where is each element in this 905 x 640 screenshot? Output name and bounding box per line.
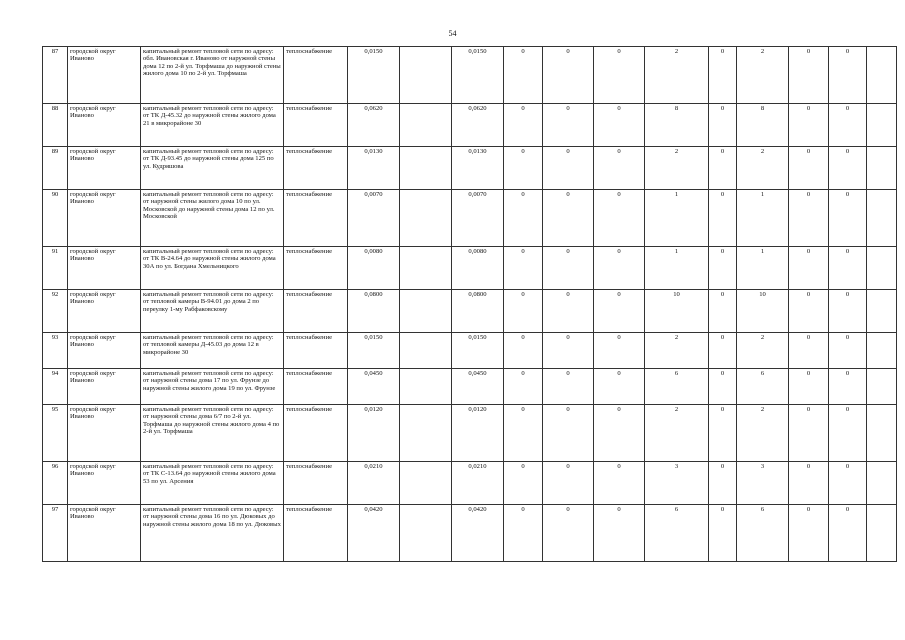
municipality-cell: городской округ Иваново	[68, 104, 141, 147]
row-index: 88	[43, 104, 68, 147]
resource-type-cell: теплоснабжение	[284, 369, 348, 405]
count-cell: 0	[829, 104, 867, 147]
table-row	[43, 290, 897, 333]
count-cell: 0	[594, 247, 645, 290]
table-row	[43, 505, 897, 562]
count-cell: 0	[789, 47, 829, 104]
count-cell: 2	[737, 405, 789, 462]
value-cell: 0,0420	[452, 505, 504, 562]
count-cell: 0	[789, 462, 829, 505]
count-cell: 2	[645, 405, 709, 462]
value-cell: 0,0120	[348, 405, 400, 462]
count-cell: 0	[594, 104, 645, 147]
count-cell: 6	[645, 505, 709, 562]
value-cell: 0,0620	[452, 104, 504, 147]
count-cell: 0	[594, 190, 645, 247]
municipality-cell: городской округ Иваново	[68, 369, 141, 405]
resource-type-cell: теплоснабжение	[284, 333, 348, 369]
resource-type-cell: теплоснабжение	[284, 47, 348, 104]
count-cell: 6	[737, 505, 789, 562]
page-number: 54	[448, 29, 457, 38]
count-cell: 0	[829, 290, 867, 333]
value-cell	[400, 147, 452, 190]
value-cell	[400, 505, 452, 562]
count-cell: 0	[789, 405, 829, 462]
value-cell: 0,0800	[348, 290, 400, 333]
value-cell: 0,0150	[452, 333, 504, 369]
count-cell: 0	[709, 333, 737, 369]
value-cell	[400, 104, 452, 147]
count-cell: 0	[789, 505, 829, 562]
count-cell: 0	[543, 369, 594, 405]
count-cell: 0	[504, 47, 543, 104]
value-cell	[400, 190, 452, 247]
count-cell: 0	[594, 47, 645, 104]
table-row	[43, 47, 897, 104]
row-index: 90	[43, 190, 68, 247]
count-cell: 0	[504, 462, 543, 505]
count-cell: 0	[829, 462, 867, 505]
count-cell: 0	[709, 290, 737, 333]
municipality-cell: городской округ Иваново	[68, 190, 141, 247]
empty-cell	[867, 290, 897, 333]
work-table	[42, 46, 897, 562]
table-row	[43, 369, 897, 405]
count-cell: 0	[504, 505, 543, 562]
count-cell: 0	[543, 333, 594, 369]
municipality-cell: городской округ Иваново	[68, 290, 141, 333]
count-cell: 0	[829, 333, 867, 369]
municipality-cell: городской округ Иваново	[68, 333, 141, 369]
resource-type-cell: теплоснабжение	[284, 147, 348, 190]
table-row	[43, 462, 897, 505]
count-cell: 0	[829, 190, 867, 247]
count-cell: 0	[829, 405, 867, 462]
description-cell: капитальный ремонт тепловой сети по адресу: от наружной стены жилого дома 10 по ул. Московской до наружной стены дома 12 по ул. Московской	[141, 190, 284, 247]
resource-type-cell: теплоснабжение	[284, 505, 348, 562]
count-cell: 0	[789, 369, 829, 405]
count-cell: 2	[737, 47, 789, 104]
description-cell: капитальный ремонт тепловой сети по адресу: от ТК С-13.64 до наружной стены жилого дома 53 по ул. Арсения	[141, 462, 284, 505]
row-index: 89	[43, 147, 68, 190]
empty-cell	[867, 405, 897, 462]
count-cell: 0	[543, 505, 594, 562]
count-cell: 0	[594, 505, 645, 562]
resource-type-cell: теплоснабжение	[284, 104, 348, 147]
value-cell	[400, 405, 452, 462]
empty-cell	[867, 104, 897, 147]
empty-cell	[867, 333, 897, 369]
count-cell: 0	[543, 104, 594, 147]
value-cell: 0,0210	[348, 462, 400, 505]
count-cell: 0	[543, 47, 594, 104]
count-cell: 0	[789, 333, 829, 369]
description-cell: капитальный ремонт тепловой сети по адресу: от наружной стены дома 17 по ул. Фрунзе до наружной стены жилого дома 19 по ул. Фрунзе	[141, 369, 284, 405]
count-cell: 6	[645, 369, 709, 405]
value-cell: 0,0080	[348, 247, 400, 290]
count-cell: 2	[645, 333, 709, 369]
count-cell: 0	[504, 190, 543, 247]
table-row	[43, 333, 897, 369]
count-cell: 0	[543, 247, 594, 290]
value-cell	[400, 290, 452, 333]
value-cell: 0,0800	[452, 290, 504, 333]
count-cell: 10	[737, 290, 789, 333]
count-cell: 10	[645, 290, 709, 333]
value-cell	[400, 462, 452, 505]
table-row	[43, 247, 897, 290]
count-cell: 0	[504, 333, 543, 369]
table-row	[43, 147, 897, 190]
count-cell: 0	[594, 462, 645, 505]
value-cell: 0,0070	[452, 190, 504, 247]
count-cell: 0	[709, 405, 737, 462]
count-cell: 0	[789, 190, 829, 247]
count-cell: 0	[829, 147, 867, 190]
municipality-cell: городской округ Иваново	[68, 505, 141, 562]
count-cell: 0	[829, 47, 867, 104]
count-cell: 0	[709, 104, 737, 147]
description-cell: капитальный ремонт тепловой сети по адресу: от наружной стены дома 6/7 по 2-й ул. Торфмаша до наружной стены жилого дома 4 по 2-й ул. Торфмаша	[141, 405, 284, 462]
count-cell: 0	[709, 147, 737, 190]
value-cell: 0,0150	[348, 47, 400, 104]
empty-cell	[867, 247, 897, 290]
count-cell: 0	[709, 369, 737, 405]
value-cell	[400, 333, 452, 369]
description-cell: капитальный ремонт тепловой сети по адресу: от ТК Д-45.32 до наружной стены жилого дома 21 в микрорайоне 30	[141, 104, 284, 147]
count-cell: 0	[504, 104, 543, 147]
value-cell: 0,0620	[348, 104, 400, 147]
count-cell: 8	[645, 104, 709, 147]
count-cell: 1	[645, 190, 709, 247]
empty-cell	[867, 147, 897, 190]
description-cell: капитальный ремонт тепловой сети по адресу: от тепловой камеры В-94.01 до дома 2 по переулку 1-му Рабфаковскому	[141, 290, 284, 333]
count-cell: 2	[645, 47, 709, 104]
count-cell: 2	[737, 147, 789, 190]
row-index: 92	[43, 290, 68, 333]
count-cell: 0	[829, 505, 867, 562]
count-cell: 0	[709, 462, 737, 505]
description-cell: капитальный ремонт тепловой сети по адресу: от тепловой камеры Д-45.03 до дома 12 в микрорайоне 30	[141, 333, 284, 369]
count-cell: 1	[737, 190, 789, 247]
value-cell: 0,0120	[452, 405, 504, 462]
value-cell: 0,0130	[348, 147, 400, 190]
row-index: 94	[43, 369, 68, 405]
count-cell: 0	[709, 247, 737, 290]
empty-cell	[867, 462, 897, 505]
empty-cell	[867, 47, 897, 104]
count-cell: 1	[645, 247, 709, 290]
count-cell: 1	[737, 247, 789, 290]
count-cell: 0	[709, 47, 737, 104]
resource-type-cell: теплоснабжение	[284, 405, 348, 462]
value-cell: 0,0450	[452, 369, 504, 405]
count-cell: 0	[594, 333, 645, 369]
value-cell: 0,0080	[452, 247, 504, 290]
empty-cell	[867, 505, 897, 562]
row-index: 87	[43, 47, 68, 104]
description-cell: капитальный ремонт тепловой сети по адресу: от ТК В-24.64 до наружной стены жилого дома 30А по ул. Богдана Хмельницкого	[141, 247, 284, 290]
description-cell: капитальный ремонт тепловой сети по адресу: от ТК Д-93.45 до наружной стены дома 125 по ул. Кудряшова	[141, 147, 284, 190]
empty-cell	[867, 190, 897, 247]
value-cell: 0,0450	[348, 369, 400, 405]
count-cell: 2	[645, 147, 709, 190]
count-cell: 6	[737, 369, 789, 405]
value-cell	[400, 369, 452, 405]
municipality-cell: городской округ Иваново	[68, 47, 141, 104]
count-cell: 0	[504, 247, 543, 290]
count-cell: 3	[645, 462, 709, 505]
count-cell: 0	[789, 247, 829, 290]
value-cell: 0,0420	[348, 505, 400, 562]
municipality-cell: городской округ Иваново	[68, 147, 141, 190]
count-cell: 0	[829, 369, 867, 405]
count-cell: 3	[737, 462, 789, 505]
count-cell: 0	[543, 462, 594, 505]
resource-type-cell: теплоснабжение	[284, 247, 348, 290]
count-cell: 0	[789, 104, 829, 147]
table-row	[43, 190, 897, 247]
count-cell: 0	[543, 405, 594, 462]
count-cell: 0	[594, 290, 645, 333]
municipality-cell: городской округ Иваново	[68, 247, 141, 290]
count-cell: 0	[543, 190, 594, 247]
value-cell: 0,0070	[348, 190, 400, 247]
count-cell: 0	[789, 290, 829, 333]
count-cell: 2	[737, 333, 789, 369]
count-cell: 8	[737, 104, 789, 147]
table-row	[43, 104, 897, 147]
count-cell: 0	[543, 147, 594, 190]
value-cell: 0,0150	[348, 333, 400, 369]
value-cell: 0,0150	[452, 47, 504, 104]
count-cell: 0	[504, 290, 543, 333]
description-cell: капитальный ремонт тепловой сети по адресу: от наружной стены дома 16 по ул. Дюковых до наружной стены жилого дома 18 по ул. Дюковых	[141, 505, 284, 562]
count-cell: 0	[789, 147, 829, 190]
empty-cell	[867, 369, 897, 405]
count-cell: 0	[504, 405, 543, 462]
row-index: 95	[43, 405, 68, 462]
row-index: 97	[43, 505, 68, 562]
count-cell: 0	[504, 147, 543, 190]
row-index: 96	[43, 462, 68, 505]
count-cell: 0	[543, 290, 594, 333]
count-cell: 0	[594, 369, 645, 405]
table-row	[43, 405, 897, 462]
count-cell: 0	[594, 147, 645, 190]
value-cell: 0,0210	[452, 462, 504, 505]
resource-type-cell: теплоснабжение	[284, 290, 348, 333]
value-cell	[400, 247, 452, 290]
count-cell: 0	[504, 369, 543, 405]
value-cell	[400, 47, 452, 104]
value-cell: 0,0130	[452, 147, 504, 190]
resource-type-cell: теплоснабжение	[284, 190, 348, 247]
count-cell: 0	[709, 190, 737, 247]
count-cell: 0	[709, 505, 737, 562]
row-index: 93	[43, 333, 68, 369]
row-index: 91	[43, 247, 68, 290]
municipality-cell: городской округ Иваново	[68, 462, 141, 505]
count-cell: 0	[829, 247, 867, 290]
resource-type-cell: теплоснабжение	[284, 462, 348, 505]
municipality-cell: городской округ Иваново	[68, 405, 141, 462]
description-cell: капитальный ремонт тепловой сети по адресу: обл. Ивановская г. Иваново от наружной стены дома 12 по 2-й ул. Торфмаша до наружной стены жилого дома 10 по 2-й ул. Торфмаша	[141, 47, 284, 104]
count-cell: 0	[594, 405, 645, 462]
